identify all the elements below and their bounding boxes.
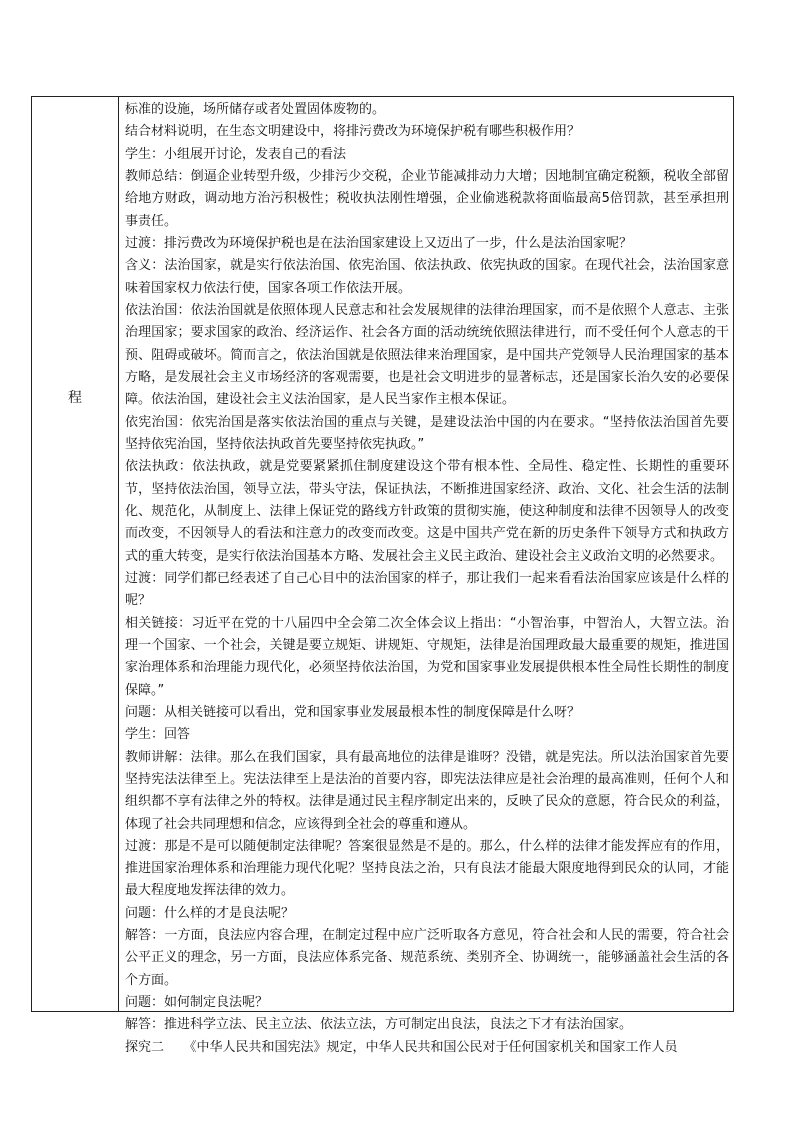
process-label-cell [32,97,119,1011]
paragraph-rule-by-law: 依法执政：依法执政，就是党要紧紧抓住制度建设这个带有根本性、全局性、稳定性、长期性的重要环节，坚持依法治国，领导立法，带头守法，保证执法，不断推进国家经济、政治、文化、社会生活的法制化、规范化，从制度上、法律上保证党的路线方针政策的贯彻实施，使这种制度和法律不因领导人的改变而改变，不因领导人的看法和注意力的改变而改变。这是中国共产党在新的历史条件下领导方式和执政方式的重大转变，是实行依法治国基本方略、发展社会主义民主政治、建设社会主义政治文明的必然要求。 [125,459,729,564]
paragraph-question-fundamental-guarantee: 问题：从相关链接可以看出，党和国家事业发展最根本性的制度保障是什么呀？ [125,704,581,720]
process-label: 程 [68,390,82,406]
paragraph-transition-good-law: 过渡：那是不是可以随便制定法律呢？答案很显然是不是的。那么，什么样的法律才能发挥应有的作用，推进国家治理体系和治理能力现代化呢？坚持良法之治，只有良法才能最大限度地得到民众的认同，才能最大程度地发挥法律的效力。 [125,838,729,899]
paragraph-teacher-explanation: 教师讲解：法律。那么在我们国家，具有最高地位的法律是谁呀？没错，就是宪法。所以法治国家首先要坚持宪法法律至上。宪法法律至上是法治的首要内容，即宪法法律应是社会治理的最高准则，任何个人和组织都不享有法律之外的特权。法律是通过民主程序制定出来的，反映了民众的意愿，符合民众的利益，体现了社会共同理想和信念，应该得到全社会的尊重和遵从。 [125,749,729,832]
paragraph-answer-make-good-law: 解答：推进科学立法、民主立法、依法立法，方可制定出良法，良法之下才有法治国家。 [125,1017,633,1033]
paragraph-answer-good-law: 解答：一方面，良法应内容合理，在制定过程中应广泛听取各方意见，符合社会和人民的需要，符合社会公平正义的理念，另一方面，良法应体系完备、规范系统、类别齐全、协调统一，能够涵盖社会生活的各个方面。 [125,928,729,988]
paragraph-student-answer: 学生：回答 [125,727,191,743]
paragraph-inquiry-two: 探究二 《中华人民共和国宪法》规定，中华人民共和国公民对于任何国家机关和国家工作人员 [125,1039,678,1055]
lesson-table [31,96,734,1055]
lesson-content [125,99,729,1059]
paragraph-facility-standard: 标准的设施，场所储存或者处置固体废物的。 [125,102,386,117]
paragraph-definition: 含义：法治国家，就是实行依法治国、依宪治国、依法执政、依宪执政的国家。在现代社会，法治国家意味着国家权力依法行使，国家各项工作依法开展。 [125,258,729,296]
paragraph-govern-by-constitution: 依宪治国：依宪治国是落实依法治国的重点与关键，是建设法治中国的内在要求。“坚持依法治国首先要坚持依宪治国，坚持依法执政首先要坚持依宪执政。” [125,414,729,452]
paragraph-govern-by-law: 依法治国：依法治国就是依照体现人民意志和社会发展规律的法律治理国家，而不是依照个人意志、主张治理国家；要求国家的政治、经济运作、社会各方面的活动统统依照法律进行，而不受任何个人意志的干预、阻碍或破坏。简而言之，依法治国就是依照法律来治理国家，是中国共产党领导人民治理国家的基本方略，是发展社会主义市场经济的客观需要，也是社会文明进步的显著标志，还是国家长治久安的必要保障。依法治国，建设社会主义法治国家，是人民当家作主根本保证。 [125,302,729,408]
paragraph-question-tax-benefit: 结合材料说明，在生态文明建设中，将排污费改为环境保护税有哪些积极作用？ [125,124,581,140]
paragraph-teacher-summary: 教师总结：倒逼企业转型升级，少排污少交税，企业节能减排动力大增；因地制宜确定税额，税收全部留给地方财政，调动地方治污积极性；税收执法刚性增强，企业偷逃税款将面临最高5倍罚款，甚至承担刑事责任。 [125,168,729,229]
paragraph-transition-rule-of-law-country: 过渡：排污费改为环境保护税也是在法治国家建设上又迈出了一步，什么是法治国家呢？ [125,235,633,251]
paragraph-question-what-is-good-law: 问题：什么样的才是良法呢？ [125,905,295,921]
paragraph-transition-what-it-looks-like: 过渡：同学们都已经表述了自己心目中的法治国家的样子，那让我们一起来看看法治国家应该是什么样的呢？ [125,570,729,609]
paragraph-student-discussion: 学生：小组展开讨论，发表自己的看法 [125,146,347,162]
paragraph-question-how-to-make-good-law: 问题：如何制定良法呢？ [125,995,269,1011]
paragraph-related-link: 相关链接：习近平在党的十八届四中全会第二次全体会议上指出：“小智治事，中智治人，大智立法。治理一个国家、一个社会，关键是要立规矩、讲规矩、守规矩，法律是治国理政最大最重要的规矩，推进国家治理体系和治理能力现代化，必须坚持依法治国，为党和国家事业发展提供根本性全局性长期性的制度保障。” [125,615,729,698]
